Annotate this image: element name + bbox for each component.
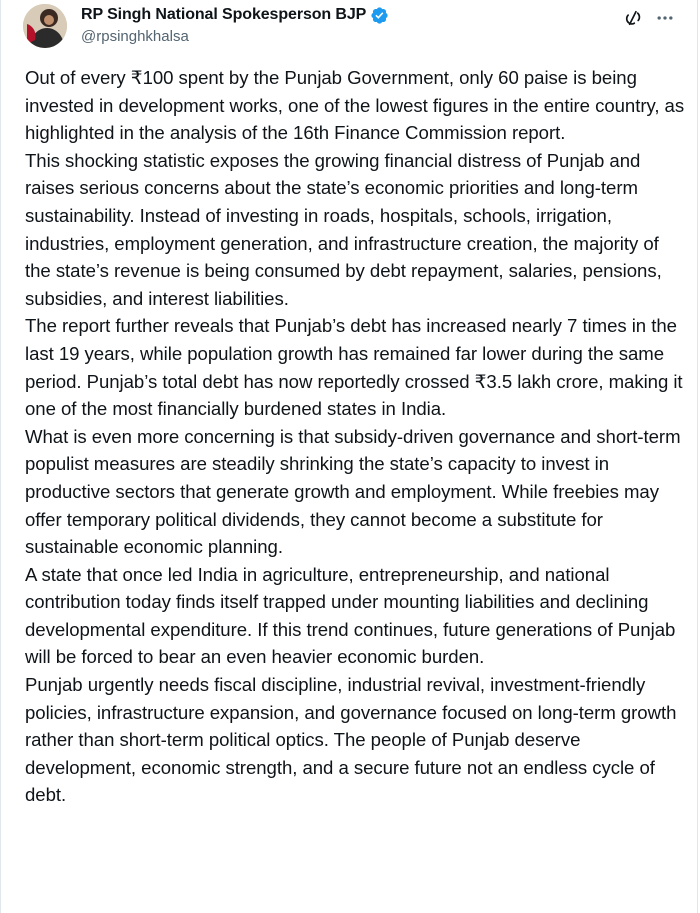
tweet-header xyxy=(1,0,700,60)
verified-badge-icon xyxy=(370,6,389,25)
tweet-paragraph: Out of every ₹100 spent by the Punjab Government, only 60 paise is being invested in development works, one of the lowest figures in the entire country, as highlighted in the analysis of the 16th Finance Commission report. xyxy=(25,67,690,144)
author-name-row[interactable] xyxy=(81,4,389,26)
author-handle[interactable]: @rpsinghkhalsa xyxy=(81,28,189,45)
avatar[interactable] xyxy=(23,4,67,48)
author-display-name[interactable]: RP Singh National Spokesperson BJP xyxy=(81,6,367,23)
tweet-paragraph: Punjab urgently needs fiscal discipline, industrial revival, investment-friendly policies, infrastructure expansion, and governance focused on long-term growth rather than short-term political optics. The people of Punjab deserve development, economic strength, and a secure future not an endless cycle of debt. xyxy=(25,674,682,806)
tweet-text xyxy=(25,64,690,809)
tweet-paragraph: The report further reveals that Punjab’s debt has increased nearly 7 times in the last 19 years, while population growth has remained far lower during the same period. Punjab’s total debt has now reportedly crossed ₹3.5 lakh crore, making it one of the most financially burdened states in India. xyxy=(25,315,688,420)
tweet-paragraph: What is even more concerning is that subsidy-driven governance and short-term populist measures are steadily shrinking the state’s capacity to invest in productive sectors that generate growth and employment. While freebies may offer temporary political dividends, they cannot become a substitute for sustainable economic planning. xyxy=(25,425,686,558)
grok-button[interactable] xyxy=(621,6,645,30)
more-options-button[interactable] xyxy=(653,6,677,30)
more-horizontal-icon xyxy=(655,8,675,28)
grok-icon xyxy=(623,8,643,28)
tweet-paragraph: This shocking statistic exposes the growing financial distress of Punjab and raises serious concerns about the state’s economic priorities and long-term sustainability. Instead of investing in roads, hospitals, schools, irrigation, industries, employment generation, and infrastructure creation, the majority of the state’s revenue is being consumed by debt repayment, salaries, pensions, subsidies, and interest liabilities. xyxy=(25,149,667,309)
tweet-paragraph: A state that once led India in agriculture, entrepreneurship, and national contribution today finds itself trapped under mounting liabilities and declining developmental expenditure. If this trend continues, future generations of Punjab will be forced to bear an even heavier economic burden. xyxy=(25,563,681,668)
avatar-photo xyxy=(23,4,67,48)
